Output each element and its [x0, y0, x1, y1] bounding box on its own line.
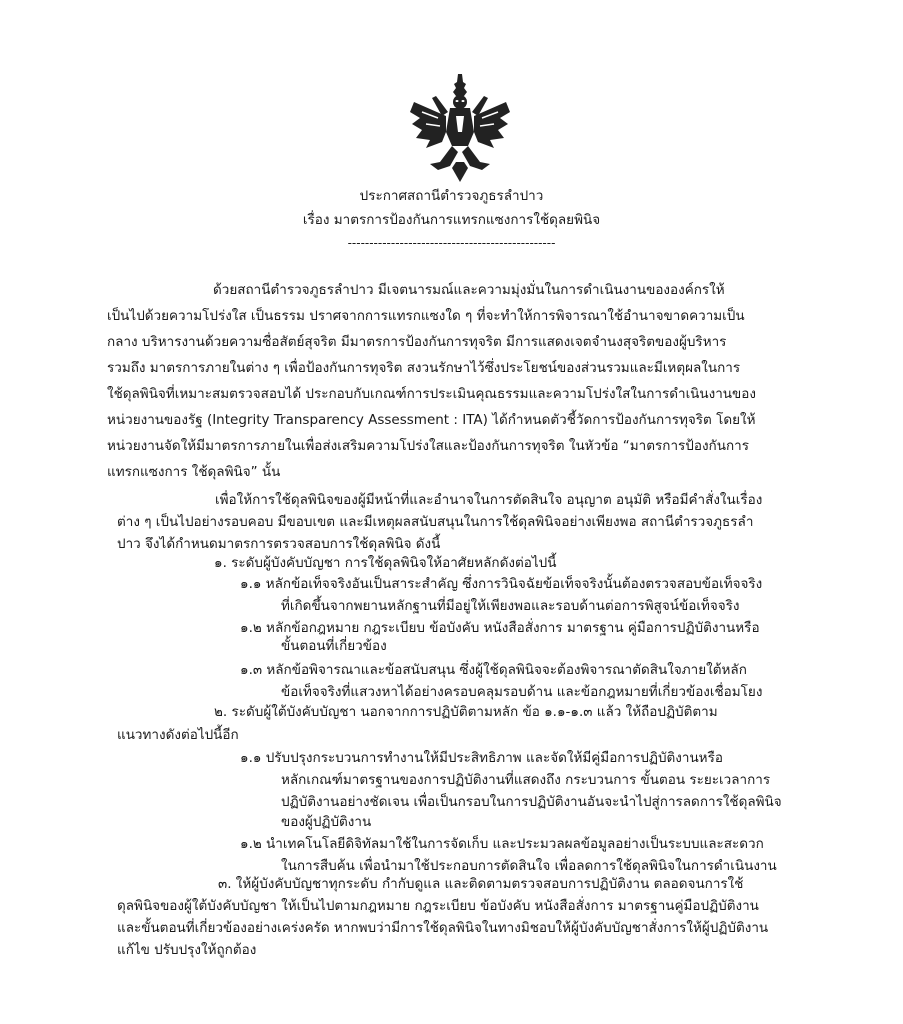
list-item-line: ๑.๓ หลักข้อพิจารณาและข้อสนับสนุน ซึ่งผู้ใช้ดุลพินิจจะต้องพิจารณาตัดสินใจภายใต้หลัก — [240, 662, 747, 678]
list-item-line: แนวทางดังต่อไปนี้อีก — [117, 727, 239, 743]
paragraph-line: หน่วยงานของรัฐ (Integrity Transparency Assessment : ITA) ได้กำหนดตัวชี้วัดการป้องกันการทุจริต โดยให้ — [107, 412, 756, 428]
list-item-line: ขั้นตอนที่เกี่ยวข้อง — [281, 638, 387, 654]
paragraph-line: แทรกแซงการ ใช้ดุลพินิจ” นั้น — [107, 464, 281, 480]
list-item-line: และขั้นตอนที่เกี่ยวข้องอย่างเคร่งครัด หากพบว่ามีการใช้ดุลพินิจในทางมิชอบให้ผู้บังคับบัญชาสั่งการให้ผู้ปฏิบัติงาน — [117, 920, 769, 936]
paragraph-line: หน่วยงานจัดให้มีมาตรการภายในเพื่อส่งเสริมความโปร่งใสและป้องกันการทุจริต ในหัวข้อ “มาตรการป้องกันการ — [107, 438, 749, 454]
list-item-1: ๑. ระดับผู้บังคับบัญชา การใช้ดุลพินิจให้อาศัยหลักดังต่อไปนี้ — [214, 555, 557, 571]
list-item-line: ที่เกิดขึ้นจากพยานหลักฐานที่มีอยู่ให้เพียงพอและรอบด้านต่อการพิสูจน์ข้อเท็จจริง — [281, 598, 740, 614]
list-item-line: หลักเกณฑ์มาตรฐานของการปฏิบัติงานที่แสดงถึง กระบวนการ ขั้นตอน ระยะเวลาการ — [281, 772, 771, 788]
list-item-line: แก้ไข ปรับปรุงให้ถูกต้อง — [117, 942, 257, 958]
header-divider: ------------------------------------------------ — [347, 236, 556, 250]
list-item-line: ๑.๑ หลักข้อเท็จจริงอันเป็นสาระสำคัญ ซึ่งการวินิจฉัยข้อเท็จจริงนั้นต้องตรวจสอบข้อเท็จจริง — [240, 576, 763, 592]
garuda-emblem-icon — [408, 72, 512, 184]
paragraph-line: เป็นไปด้วยความโปร่งใส เป็นธรรม ปราศจากการแทรกแซงใด ๆ ที่จะทำให้การพิจารณาใช้อำนาจขาดความเป็น — [107, 308, 745, 324]
paragraph-line: ปาว จึงได้กำหนดมาตรการตรวจสอบการใช้ดุลพินิจ ดังนี้ — [117, 536, 441, 552]
paragraph-line: เพื่อให้การใช้ดุลพินิจของผู้มีหน้าที่และอำนาจในการตัดสินใจ อนุญาต อนุมัติ หรือมีคำสั่งในเรื่อง — [215, 492, 763, 508]
paragraph-line: กลาง บริหารงานด้วยความซื่อสัตย์สุจริต มีมาตรการป้องกันการทุจริต มีการแสดงเจตจำนงสุจริตของผู้บริหาร — [107, 334, 727, 350]
list-item-line: ๑.๒ หลักข้อกฎหมาย กฎระเบียบ ข้อบังคับ หนังสือสั่งการ มาตรฐาน คู่มือการปฏิบัติงานหรือ — [240, 620, 760, 636]
list-item-line: ข้อเท็จจริงที่แสวงหาได้อย่างครอบคลุมรอบด้าน และข้อกฎหมายที่เกี่ยวข้องเชื่อมโยง — [281, 684, 763, 700]
list-item-line: ๑.๒ นำเทคโนโลยีดิจิทัลมาใช้ในการจัดเก็บ และประมวลผลข้อมูลอย่างเป็นระบบและสะดวก — [240, 836, 764, 852]
list-item-line: ของผู้ปฏิบัติงาน — [281, 814, 372, 830]
list-item-line: ดุลพินิจของผู้ใต้บังคับบัญชา ให้เป็นไปตามกฎหมาย กฎระเบียบ ข้อบังคับ หนังสือสั่งการ มาตรฐานคู่มือปฏิบัติงาน — [117, 898, 759, 914]
list-item-line: ๓. ให้ผู้บังคับบัญชาทุกระดับ กำกับดูแล และติดตามตรวจสอบการปฏิบัติงาน ตลอดจนการใช้ — [218, 876, 744, 892]
list-item-line: ปฏิบัติงานอย่างชัดเจน เพื่อเป็นกรอบในการปฏิบัติงานอันจะนำไปสู่การลดการใช้ดุลพินิจ — [281, 794, 782, 810]
paragraph-line: ต่าง ๆ เป็นไปอย่างรอบคอบ มีขอบเขต และมีเหตุผลสนับสนุนในการใช้ดุลพินิจอย่างเพียงพอ สถานีตำรวจภูธรลำ — [117, 514, 754, 530]
list-item-line: ๑.๑ ปรับปรุงกระบวนการทำงานให้มีประสิทธิภาพ และจัดให้มีคู่มือการปฏิบัติงานหรือ — [240, 750, 723, 766]
paragraph-line: รวมถึง มาตรการภายในต่าง ๆ เพื่อป้องกันการทุจริต สงวนรักษาไว้ซึ่งประโยชน์ของส่วนรวมและมีเหตุผลในการ — [107, 360, 741, 376]
paragraph-line: ใช้ดุลพินิจที่เหมาะสมตรวจสอบได้ ประกอบกับเกณฑ์การประเมินคุณธรรมและความโปร่งใสในการดำเนินงานของ — [107, 386, 756, 402]
paragraph-line: ด้วยสถานีตำรวจภูธรลำปาว มีเจตนารมณ์และความมุ่งมั่นในการดำเนินงานขององค์กรให้ — [213, 282, 725, 298]
announcement-title: ประกาศสถานีตำรวจภูธรลำปาว — [359, 188, 544, 204]
list-item-line: ในการสืบค้น เพื่อนำมาใช้ประกอบการตัดสินใจ เพื่อลดการใช้ดุลพินิจในการดำเนินงาน — [281, 858, 777, 874]
announcement-subject: เรื่อง มาตรการป้องกันการแทรกแซงการใช้ดุลยพินิจ — [302, 212, 601, 228]
list-item-line: ๒. ระดับผู้ใต้บังคับบัญชา นอกจากการปฏิบัติตามหลัก ข้อ ๑.๑-๑.๓ แล้ว ให้ถือปฏิบัติตาม — [214, 704, 718, 720]
